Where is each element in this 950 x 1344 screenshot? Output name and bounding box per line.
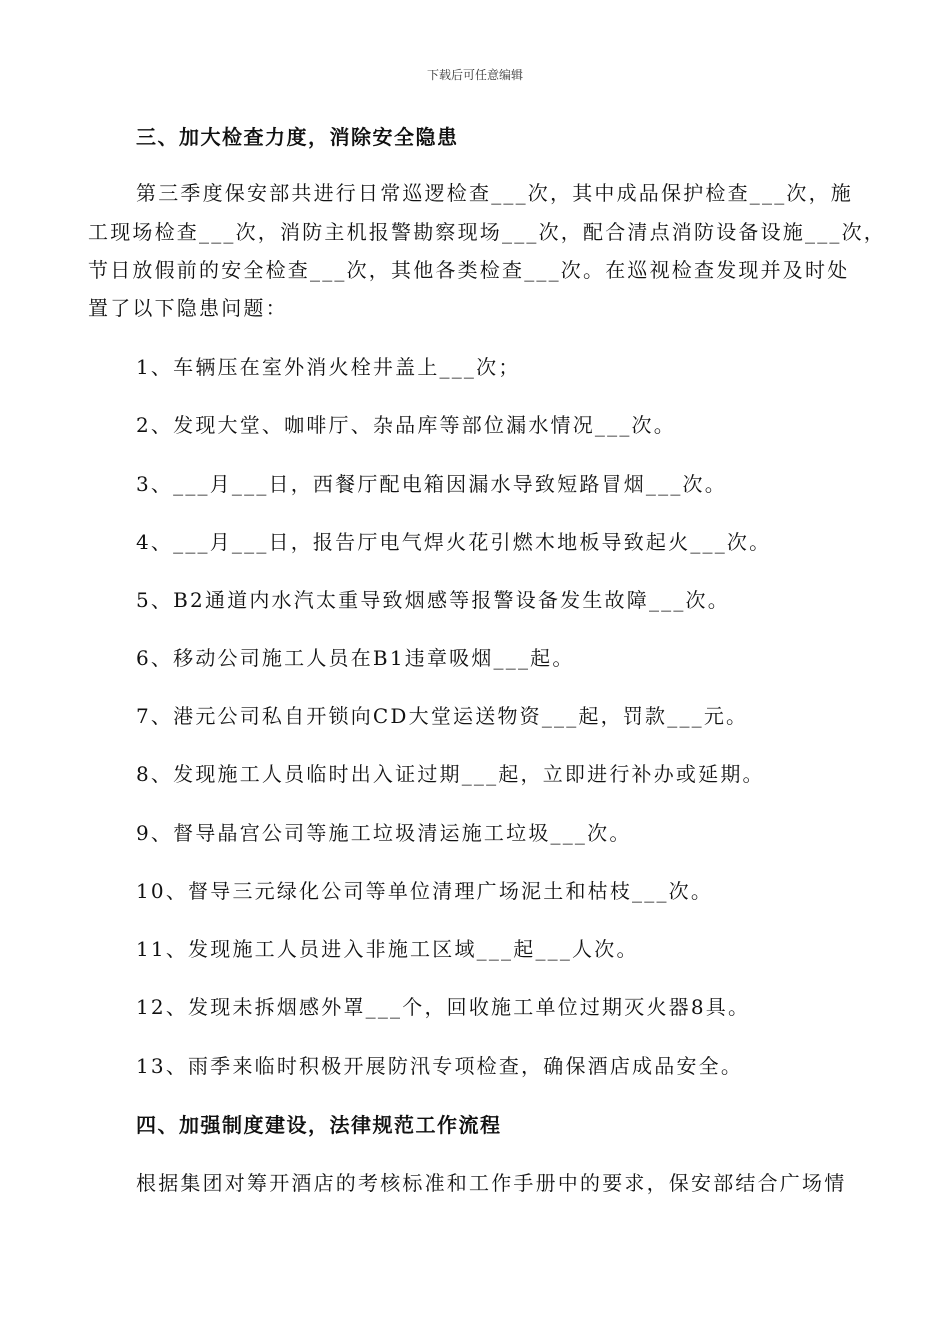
list-item: 5、B2通道内水汽太重导致烟感等报警设备发生故障___次。 [136, 588, 730, 612]
section-4-heading: 四、加强制度建设，法律规范工作流程 [136, 1113, 502, 1137]
list-item: 12、发现未拆烟感外罩___个，回收施工单位过期灭火器8具。 [136, 995, 751, 1019]
list-item: 9、督导晶宫公司等施工垃圾清运施工垃圾___次。 [136, 821, 632, 845]
section-3-heading: 三、加大检查力度，消除安全隐患 [136, 125, 459, 149]
list-item: 3、___月___日，西餐厅配电箱因漏水导致短路冒烟___次。 [136, 472, 727, 496]
list-item: 10、督导三元绿化公司等单位清理广场泥土和枯枝___次。 [136, 879, 714, 903]
list-item: 13、雨季来临时积极开展防汛专项检查，确保酒店成品安全。 [136, 1054, 744, 1078]
list-item: 11、发现施工人员进入非施工区域___起___人次。 [136, 937, 639, 961]
intro-line: 工现场检查___次，消防主机报警勘察现场___次，配合清点消防设备设施___次， [88, 220, 886, 244]
intro-line: 第三季度保安部共进行日常巡逻检查___次，其中成品保护检查___次，施 [136, 181, 853, 205]
list-item: 1、车辆压在室外消火栓井盖上___次； [136, 355, 521, 379]
intro-line: 节日放假前的安全检查___次，其他各类检查___次。在巡视检查发现并及时处 [88, 258, 850, 282]
page-header-note: 下载后可任意编辑 [426, 68, 523, 82]
list-item: 4、___月___日，报告厅电气焊火花引燃木地板导致起火___次。 [136, 530, 772, 554]
section-4-text: 根据集团对筹开酒店的考核标准和工作手册中的要求，保安部结合广场情 [136, 1171, 847, 1195]
list-item: 2、发现大堂、咖啡厅、杂品库等部位漏水情况___次。 [136, 413, 676, 437]
intro-line: 置了以下隐患问题： [88, 296, 288, 320]
list-item: 6、移动公司施工人员在B1违章吸烟___起。 [136, 646, 575, 670]
list-item: 8、发现施工人员临时出入证过期___起，立即进行补办或延期。 [136, 762, 765, 786]
list-item: 7、港元公司私自开锁向CD大堂运送物资___起，罚款___元。 [136, 704, 749, 728]
